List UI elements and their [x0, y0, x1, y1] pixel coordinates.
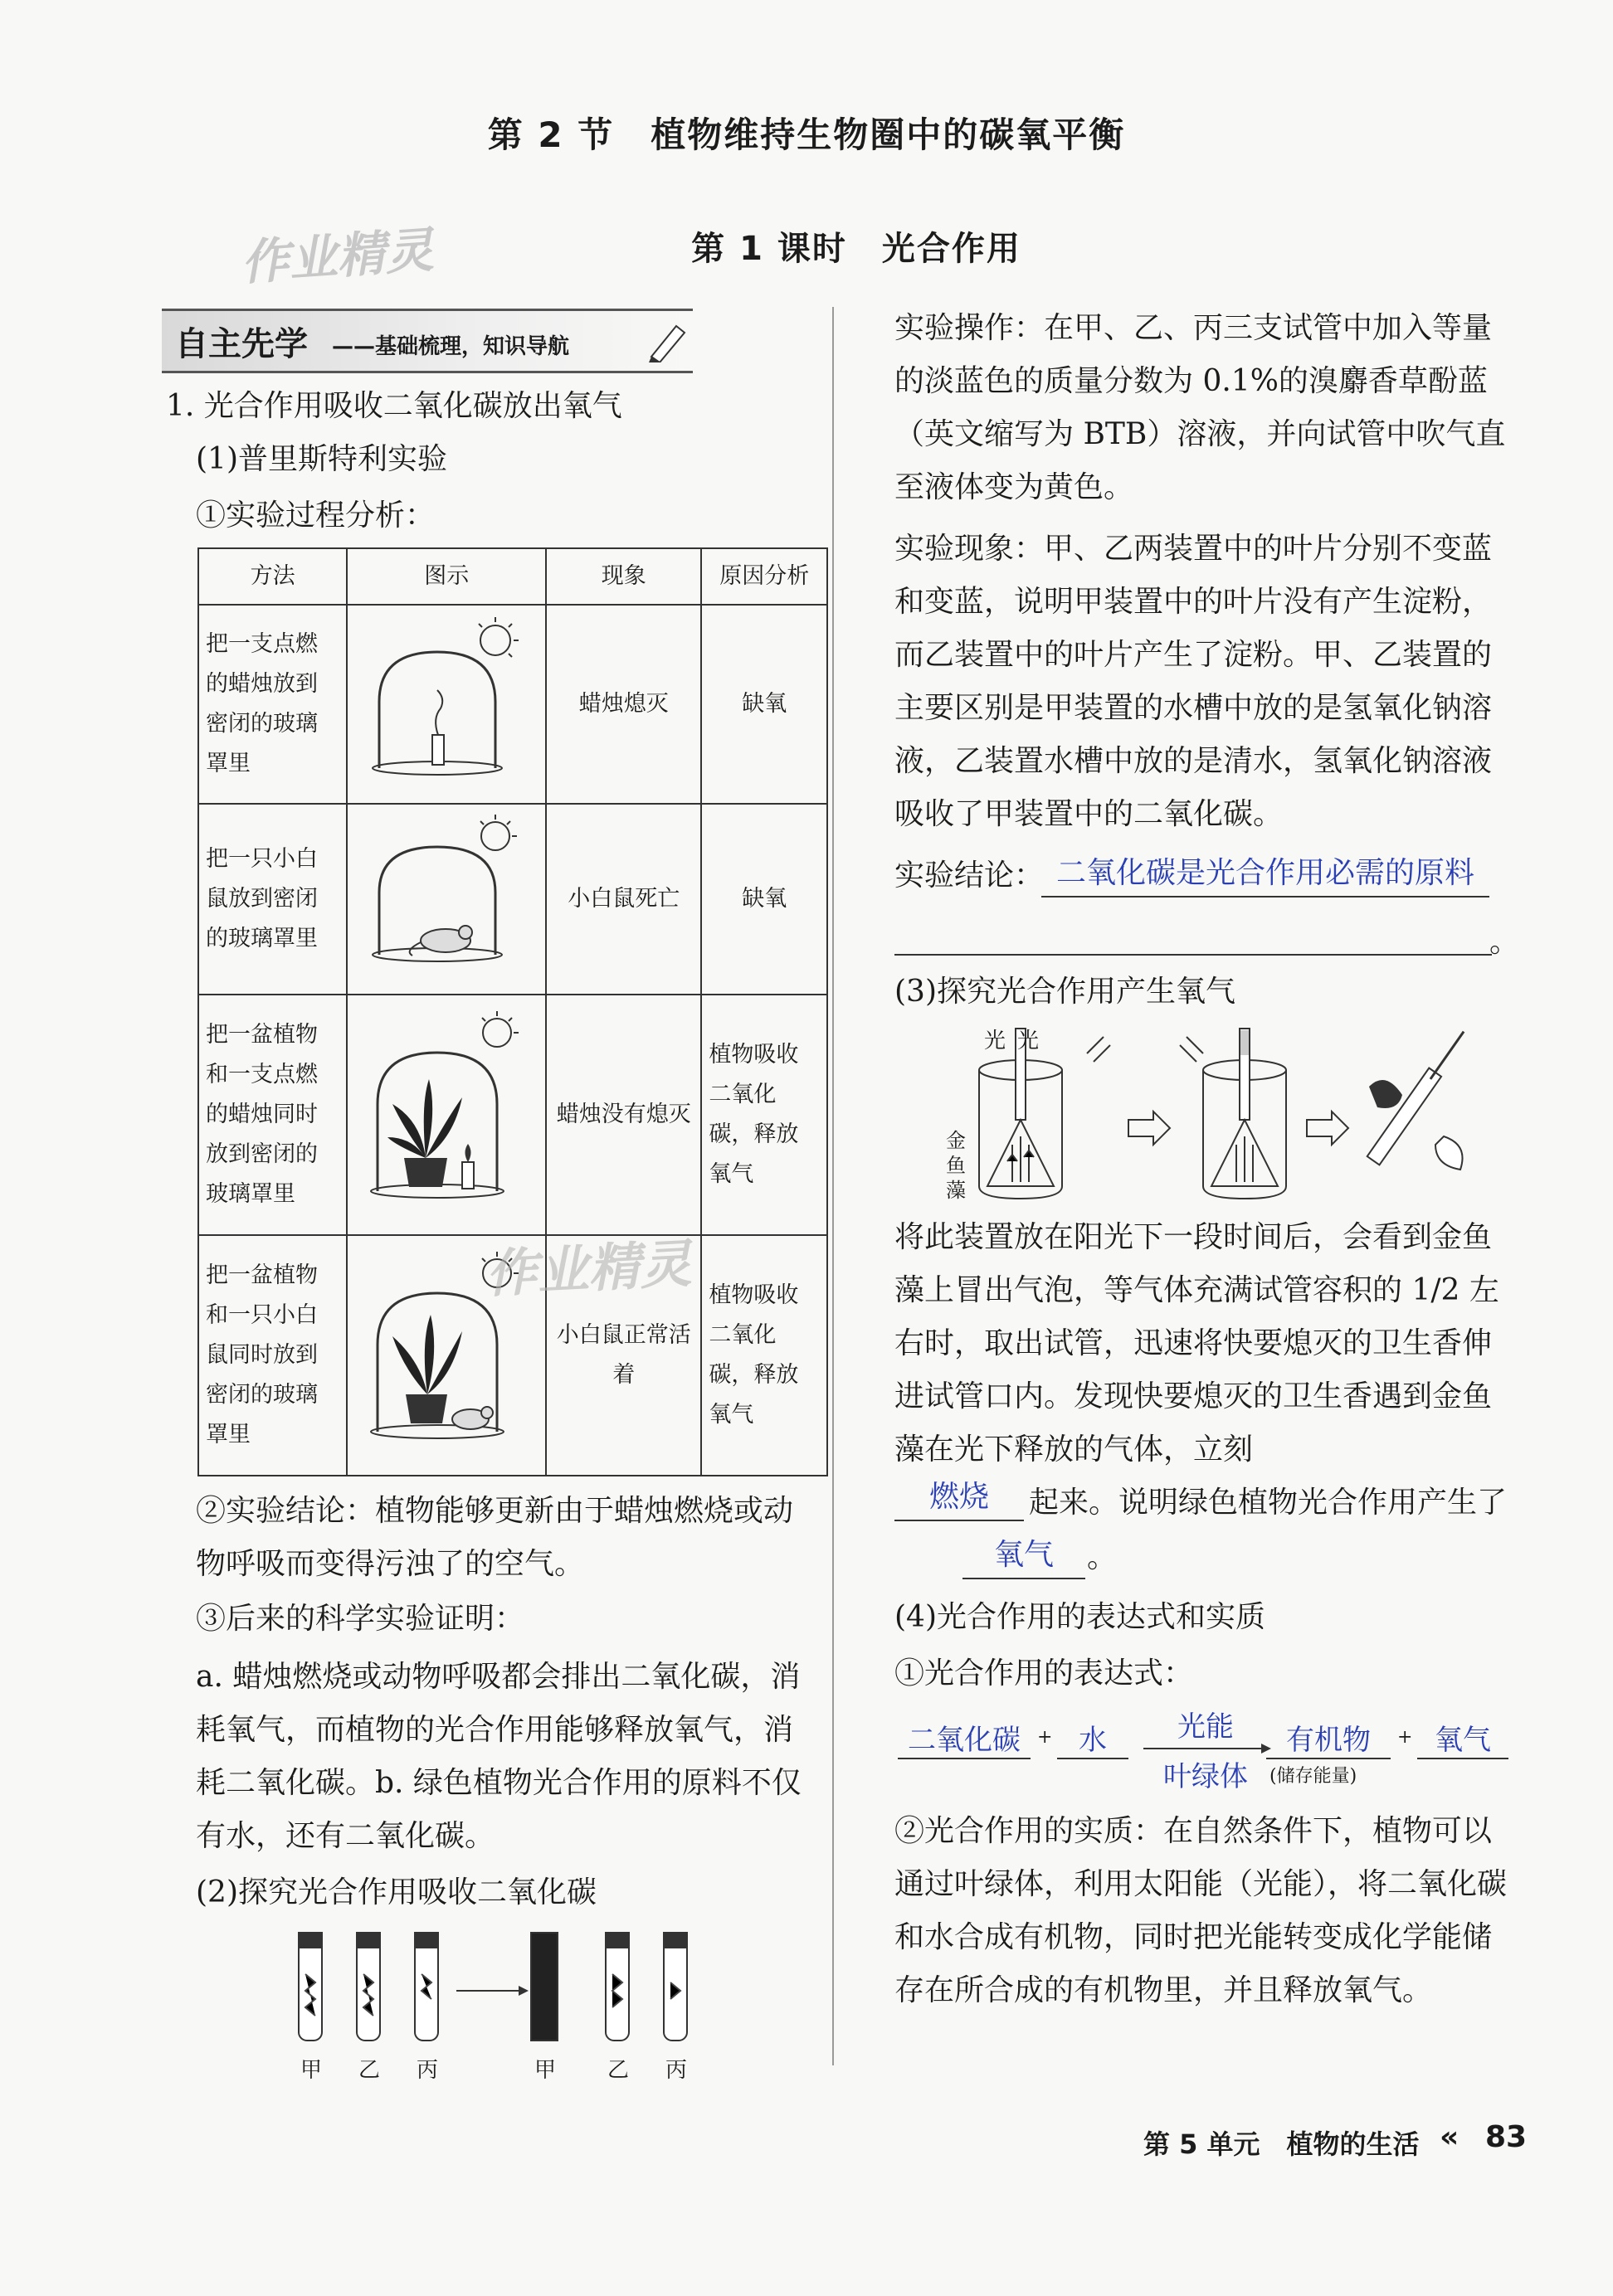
table-cell-method: 把一盆植物和一支点燃的蜡烛同时放到密闭的玻璃罩里 — [198, 995, 347, 1235]
co2-experiment-heading: (2)探究光合作用吸收二氧化碳 — [196, 1875, 597, 1909]
table-cell-figure — [347, 605, 546, 804]
equation-co2: 二氧化碳 — [898, 1717, 1031, 1759]
table-cell-method: 把一支点燃的蜡烛放到密闭的玻璃罩里 — [198, 605, 347, 804]
column-divider — [832, 307, 834, 2065]
table-cell-figure — [347, 804, 546, 995]
lesson-title: 第 1 课时 光合作用 — [691, 230, 1021, 268]
tube-label: 甲 — [300, 2058, 323, 2083]
pencil-icon — [647, 319, 689, 362]
conclusion-text: ②实验结论：植物能够更新由于蜡烛燃烧或动物呼吸而变得污浊了的空气。 — [196, 1494, 794, 1581]
tube-label: 乙 — [607, 2058, 630, 2083]
expression-heading: (4)光合作用的表达式和实质 — [894, 1600, 1265, 1634]
later-label: ③后来的科学实验证明： — [196, 1602, 525, 1636]
oxygen-answer-blank — [962, 1533, 1085, 1579]
equation-chloroplast: 叶绿体 — [1163, 1760, 1248, 1793]
tube-label: 甲 — [534, 2058, 557, 2083]
table-cell-reason: 缺氧 — [701, 605, 827, 804]
oxygen-answer: 氧气 — [993, 1538, 1054, 1572]
table-cell-reason: 植物吸收二氧化碳，释放氧气 — [701, 995, 827, 1235]
item-1-heading: 1. 光合作用吸收二氧化碳放出氧气 — [166, 389, 622, 423]
table-header: 现象 — [546, 548, 701, 605]
answer-line — [894, 954, 1492, 956]
equation-organic: 有机物 — [1266, 1717, 1391, 1759]
table-cell-figure — [347, 995, 546, 1235]
tube-label: 丙 — [665, 2058, 688, 2083]
essence-text: ②光合作用的实质：在自然条件下，植物可以通过叶绿体，利用太阳能（光能），将二氧化碳和水合成有机物，同时把光能转变成化学能储存在所合成的有机物里，并且释放氧气。 — [894, 1814, 1508, 2007]
bell-jar-mouse-figure — [354, 810, 529, 975]
table-cell-reason: 植物吸收二氧化碳，释放氧气 — [701, 1235, 827, 1476]
section-banner — [162, 309, 693, 373]
period-mark: 。 — [1087, 1540, 1118, 1574]
table-header: 方法 — [198, 548, 347, 605]
burn-answer-blank — [894, 1475, 1024, 1521]
expression-label: ①光合作用的表达式： — [894, 1656, 1194, 1690]
tube-label: 丙 — [417, 2058, 439, 2083]
burn-answer: 燃烧 — [928, 1480, 989, 1514]
banner-subtitle: ——基础梳理，知识导航 — [332, 334, 570, 359]
equation-light: 光能 — [1177, 1710, 1234, 1744]
oxygen-experiment-heading: (3)探究光合作用产生氧气 — [894, 975, 1235, 1009]
equation-storage: (储存能量) — [1269, 1766, 1357, 1787]
equation-plus: + — [1397, 1727, 1413, 1748]
priestley-heading: (1)普里斯特利实验 — [196, 442, 447, 476]
watermark-logo: 作业精灵 — [484, 1233, 694, 1305]
chevron-left-icon: « — [1440, 2120, 1459, 2154]
table-cell-reason: 缺氧 — [701, 804, 827, 995]
analysis-label: ①实验过程分析： — [196, 499, 436, 533]
banner-title: 自主先学 — [175, 325, 308, 363]
table-cell-phenomenon: 小白鼠正常活着 — [546, 1235, 701, 1476]
conclusion-label: 实验结论： — [894, 859, 1045, 893]
operation-text: 实验操作：在甲、乙、丙三支试管中加入等量的淡蓝色的质量分数为 0.1%的溴麝香草酚蓝（英文缩写为 BTB）溶液，并向试管中吹气直至液体变为黄色。 — [894, 311, 1506, 504]
table-header: 原因分析 — [701, 548, 827, 605]
page-number: 83 — [1485, 2120, 1528, 2154]
photosynthesis-equation — [894, 1710, 1525, 1802]
oxygen-experiment-text: 将此装置放在阳光下一段时间后，会看到金鱼藻上冒出气泡，等气体充满试管容积的 1/2 左右时，取出试管，迅速将快要熄灭的卫生香伸进试管口内。发现快要熄灭的卫生香遇到金鱼藻在光下释放的气体，立刻 — [894, 1220, 1499, 1467]
table-cell-phenomenon: 蜡烛没有熄灭 — [546, 995, 701, 1235]
experiment-table — [197, 547, 828, 1476]
algae-label: 金鱼藻 — [946, 1129, 966, 1202]
table-cell-method: 把一只小白鼠放到密闭的玻璃罩里 — [198, 804, 347, 995]
light-label: 光 — [984, 1029, 1006, 1053]
period-mark: 。 — [1489, 925, 1520, 959]
equation-plus: + — [1037, 1727, 1053, 1748]
section-title: 第 2 节 植物维持生物圈中的碳氧平衡 — [487, 114, 1126, 155]
table-cell-method: 把一盆植物和一只小白鼠同时放到密闭的玻璃罩里 — [198, 1235, 347, 1476]
bell-jar-candle-figure — [354, 610, 529, 785]
light-label: 光 — [1017, 1029, 1040, 1053]
later-text: a. 蜡烛燃烧或动物呼吸都会排出二氧化碳，消耗氧气，而植物的光合作用能够释放氧气，消耗二氧化碳。b. 绿色植物光合作用的原料不仅有水，还有二氧化碳。 — [196, 1660, 802, 1853]
table-cell-phenomenon: 蜡烛熄灭 — [546, 605, 701, 804]
tube-label: 乙 — [358, 2058, 381, 2083]
oxygen-experiment-text-2: 起来。说明绿色植物光合作用产生了 — [1029, 1486, 1508, 1520]
conclusion-answer: 二氧化碳是光合作用必需的原料 — [1041, 851, 1489, 897]
phenomenon-text: 实验现象：甲、乙两装置中的叶片分别不变蓝和变蓝，说明甲装置中的叶片没有产生淀粉，而乙装置中的叶片产生了淀粉。甲、乙装置的主要区别是甲装置的水槽中放的是氢氧化钠溶液，乙装置水槽中放的是清水，氢氧化钠溶液吸收了甲装置中的二氧化碳。 — [894, 532, 1493, 831]
tube-labels — [282, 2053, 747, 2086]
watermark-logo: 作业精灵 — [239, 221, 436, 291]
table-header: 图示 — [347, 548, 546, 605]
equation-oxygen: 氧气 — [1417, 1717, 1508, 1759]
equation-water: 水 — [1057, 1717, 1128, 1759]
footer-unit: 第 5 单元 植物的生活 — [1143, 2128, 1420, 2160]
test-tubes-figure — [282, 1924, 747, 2074]
table-cell-phenomenon: 小白鼠死亡 — [546, 804, 701, 995]
bell-jar-plant-candle-figure — [354, 1004, 529, 1212]
